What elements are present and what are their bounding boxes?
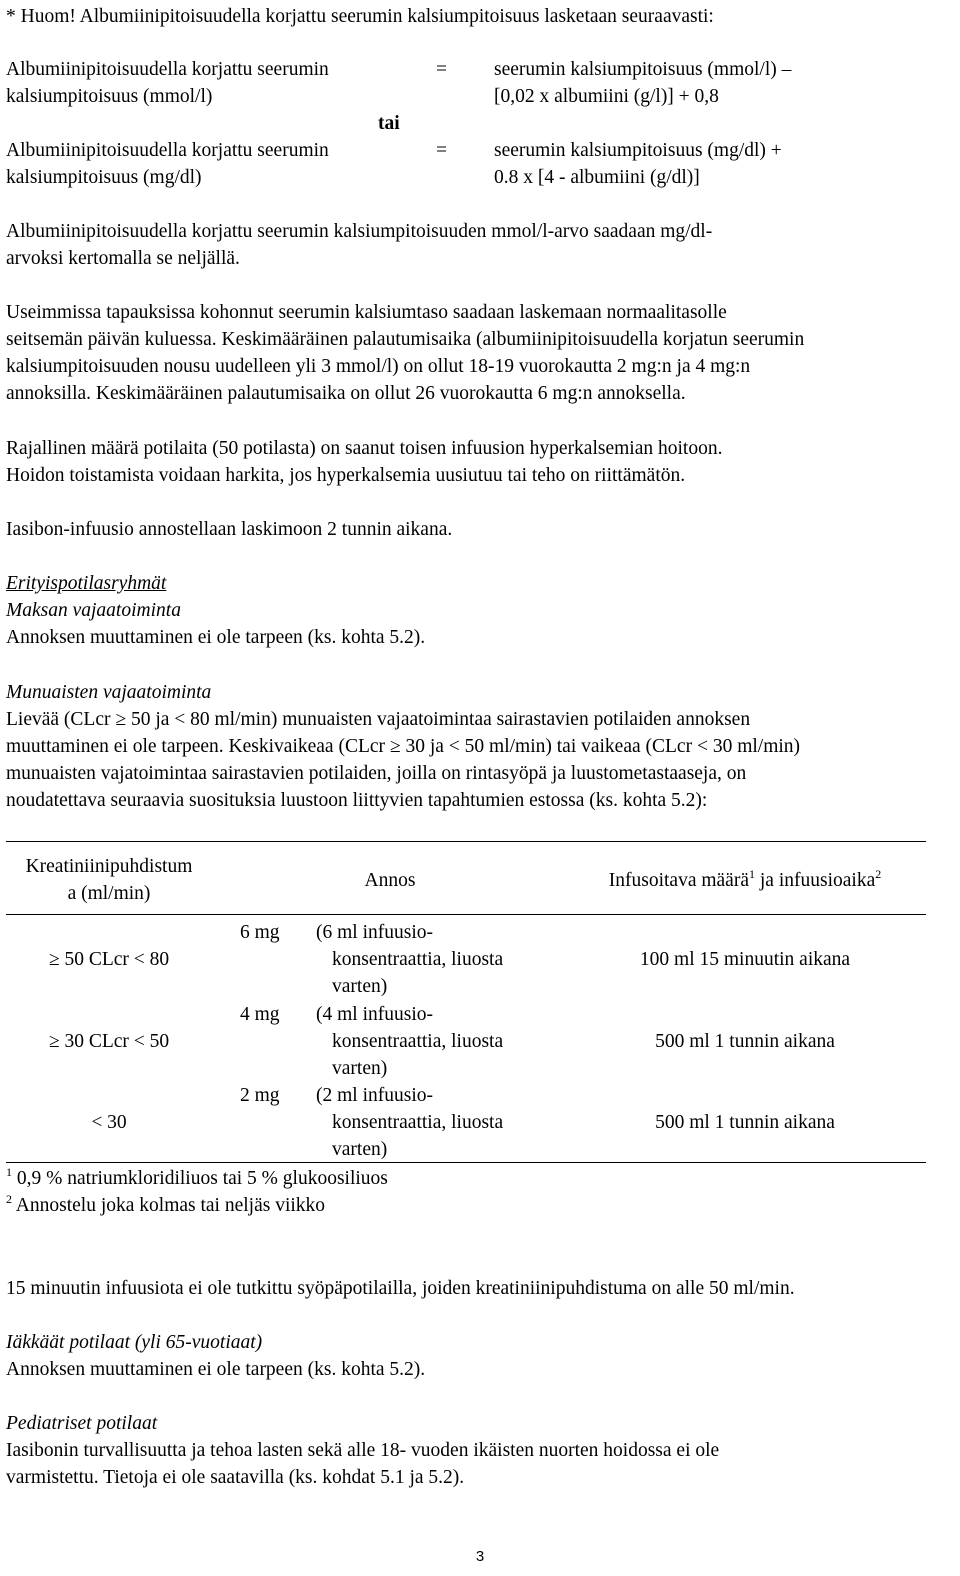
formula2-right-line1: seerumin kalsiumpitoisuus (mg/dl) +: [494, 140, 782, 161]
row-infusion: 500 ml 1 tunnin aikana: [655, 1112, 835, 1133]
row-clearance: < 30: [91, 1112, 127, 1133]
formula2-left: [6, 137, 329, 191]
row-dose: 6 mg: [240, 922, 280, 943]
liver-text: Annoksen muuttaminen ei ole tarpeen (ks. kohta 5.2).: [6, 627, 426, 648]
formula2-left-line1: Albumiinipitoisuudella korjattu seerumin: [6, 140, 329, 161]
formula2-equals: =: [436, 140, 447, 161]
text-line: seitsemän päivän kuluessa. Keskimääräinen palautumisaika (albumiinipitoisuudella korjatun seerumin: [6, 329, 805, 350]
text-line: arvoksi kertomalla se neljällä.: [6, 248, 240, 269]
text-line: Albumiinipitoisuudella korjattu seerumin kalsiumpitoisuuden mmol/l-arvo saadaan mg/dl-: [6, 221, 713, 242]
formula2-right-line2: 0.8 x [4 - albumiini (g/dl)]: [494, 167, 700, 188]
footnote: $^1$ 0,9 % natriumkloridiliuos tai 5 % glukoosiliuos: [6, 1165, 388, 1189]
text-line: noudatettava seuraavia suosituksia luustoon liittyvien tapahtumien estossa (ks. kohta 5.2):: [6, 790, 708, 811]
formula1-equals: =: [436, 59, 447, 80]
elderly-text: Annoksen muuttaminen ei ole tarpeen (ks. kohta 5.2).: [6, 1359, 426, 1380]
row-dose-desc: (4 ml infuusio- konsentraattia, liuosta varten): [316, 1004, 504, 1079]
formula2-left-line2: kalsiumpitoisuus (mg/dl): [6, 167, 202, 188]
table-footnotes: [6, 1165, 388, 1219]
second-infusion-paragraph: [6, 435, 956, 489]
text-line: Rajallinen määrä potilaita (50 potilasta) on saanut toisen infuusion hyperkalsemian hoitoon.: [6, 438, 723, 459]
conversion-paragraph: [6, 218, 956, 272]
text-line: annoksilla. Keskimääräinen palautumisaika on ollut 26 vuorokautta 6 mg:n annoksella.: [6, 383, 686, 404]
formula1-left: [6, 56, 329, 110]
text-line: Hoidon toistamista voidaan harkita, jos hyperkalsemia uusiutuu tai teho on riittämätön.: [6, 465, 686, 486]
text-line: muuttaminen ei ole tarpeen. Keskivaikeaa (CLcr ≥ 30 ja < 50 ml/min) tai vaikeaa (CLcr < 30 ml/min): [6, 736, 801, 757]
pediatric-section: [6, 1410, 956, 1491]
administration-paragraph: Iasibon-infuusio annostellaan laskimoon 2 tunnin aikana.: [6, 519, 453, 540]
row-infusion: 500 ml 1 tunnin aikana: [655, 1031, 835, 1052]
row-clearance: ≥ 30 CLcr < 50: [48, 1031, 170, 1052]
liver-heading: Maksan vajaatoiminta: [6, 600, 181, 621]
formula1-left-line2: kalsiumpitoisuus (mmol/l): [6, 86, 213, 107]
table-bottom-rule: [6, 1162, 926, 1163]
row-dose: 4 mg: [240, 1004, 280, 1025]
table-header-clearance: Kreatiniinipuhdistum a (ml/min): [25, 856, 193, 904]
formula2-right: [494, 137, 782, 191]
formula1-right-line2: [0,02 x albumiini (g/l)] + 0,8: [494, 86, 719, 107]
fifteen-minute-note: 15 minuutin infuusiota ei ole tutkittu syöpäpotilailla, joiden kreatiniinipuhdistuma on alle 50 ml/min.: [6, 1278, 795, 1299]
special-groups-heading: Erityispotilasryhmät: [6, 573, 167, 594]
table-header-rule: [6, 914, 926, 915]
pediatric-heading: Pediatriset potilaat: [6, 1413, 158, 1434]
row-infusion: 100 ml 15 minuutin aikana: [639, 949, 851, 970]
table-header-dose: Annos: [364, 870, 416, 891]
text-line: Useimmissa tapauksissa kohonnut seerumin kalsiumtaso saadaan laskemaan normaalitasolle: [6, 302, 727, 323]
renal-section: [6, 679, 956, 814]
intro-note: * Huom! Albumiinipitoisuudella korjattu seerumin kalsiumpitoisuus lasketaan seuraavasti:: [6, 6, 714, 27]
formula1-left-line1: Albumiinipitoisuudella korjattu seerumin: [6, 59, 329, 80]
normalization-paragraph: [6, 299, 956, 407]
formula1-right-line1: seerumin kalsiumpitoisuus (mmol/l) –: [494, 59, 792, 80]
row-dose-desc: (2 ml infuusio- konsentraattia, liuosta varten): [316, 1085, 504, 1160]
row-clearance: ≥ 50 CLcr < 80: [48, 949, 170, 970]
formula1-right: [494, 56, 791, 110]
text-line: varmistettu. Tietoja ei ole saatavilla (ks. kohdat 5.1 ja 5.2).: [6, 1467, 465, 1488]
table-top-rule: [6, 841, 926, 842]
renal-heading: Munuaisten vajaatoiminta: [6, 682, 212, 703]
table-header-infusion: Infusoitava määrä$^1$ ja infuusioaika$^2$: [608, 867, 882, 891]
page-number: 3: [475, 1548, 485, 1565]
text-line: munuaisten vajatoimintaa sairastavien potilaiden, joilla on rintasyöpä ja luustometastaaseja, on: [6, 763, 747, 784]
elderly-section: [6, 1329, 956, 1383]
row-dose: 2 mg: [240, 1085, 280, 1106]
elderly-heading: Iäkkäät potilaat (yli 65-vuotiaat): [6, 1332, 263, 1353]
row-dose-desc: (6 ml infuusio- konsentraattia, liuosta varten): [316, 922, 504, 997]
or-separator: tai: [378, 113, 400, 134]
footnote: $^2$ Annostelu joka kolmas tai neljäs viikko: [6, 1192, 326, 1216]
text-line: Iasibonin turvallisuutta ja tehoa lasten sekä alle 18- vuoden ikäisten nuorten hoidossa ei ole: [6, 1440, 720, 1461]
text-line: kalsiumpitoisuuden nousu uudelleen yli 3 mmol/l) on ollut 18-19 vuorokautta 2 mg:n ja 4 mg:n: [6, 356, 751, 377]
special-groups-section: [6, 570, 956, 651]
text-line: Lievää (CLcr ≥ 50 ja < 80 ml/min) munuaisten vajaatoimintaa sairastavien potilaiden annoksen: [6, 709, 751, 730]
